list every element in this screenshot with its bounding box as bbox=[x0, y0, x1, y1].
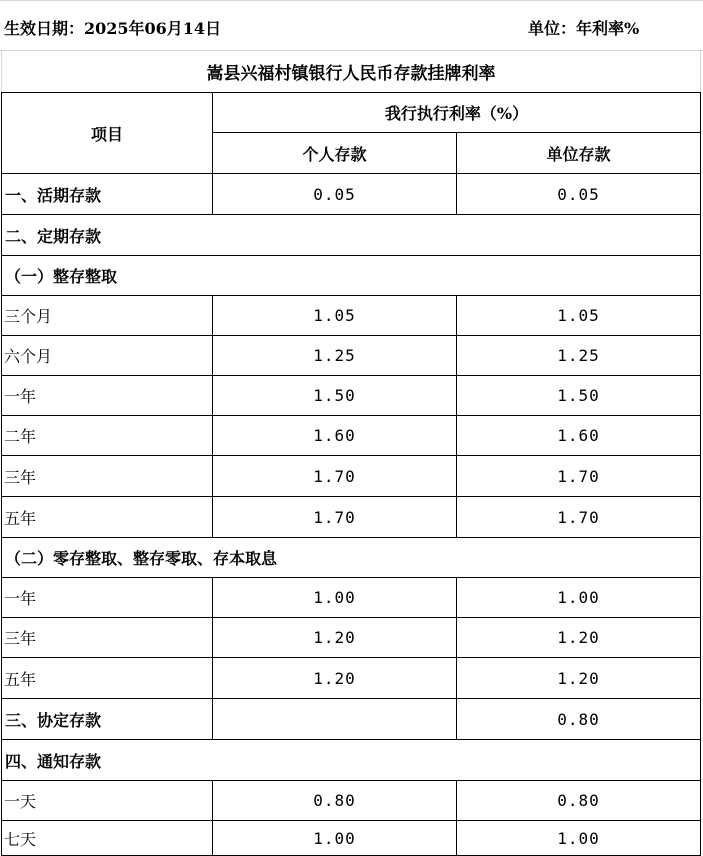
term-label: 三年 bbox=[2, 618, 213, 658]
table-row bbox=[2, 296, 701, 336]
personal-rate: 1.25 bbox=[213, 336, 457, 376]
term-label: 三年 bbox=[2, 456, 213, 497]
corporate-rate: 1.05 bbox=[457, 296, 701, 336]
rates-table bbox=[1, 92, 701, 856]
personal-rate: 1.70 bbox=[213, 497, 457, 538]
section-row bbox=[2, 215, 701, 256]
corporate-rate: 0.80 bbox=[457, 699, 701, 740]
personal-rate: 1.60 bbox=[213, 416, 457, 456]
corporate-rate: 1.70 bbox=[457, 456, 701, 497]
effective-date: 生效日期：2025年06月14日 bbox=[4, 19, 222, 38]
term-label: 五年 bbox=[2, 497, 213, 538]
corporate-rate: 1.00 bbox=[457, 578, 701, 618]
personal-rate: 1.20 bbox=[213, 618, 457, 658]
section-row bbox=[2, 256, 701, 296]
corporate-rate: 1.70 bbox=[457, 497, 701, 538]
personal-rate: 0.80 bbox=[213, 781, 457, 821]
personal-rate: 1.05 bbox=[213, 296, 457, 336]
corporate-rate: 1.60 bbox=[457, 416, 701, 456]
corporate-rate: 1.00 bbox=[457, 821, 701, 856]
rate-unit: 单位：年利率% bbox=[528, 19, 640, 38]
section-row bbox=[2, 740, 701, 781]
personal-rate: 0.05 bbox=[213, 174, 457, 215]
table-row bbox=[2, 456, 701, 497]
header-item: 项目 bbox=[2, 93, 213, 174]
term-label: 二年 bbox=[2, 416, 213, 456]
sheet-header bbox=[0, 0, 703, 51]
table-row bbox=[2, 376, 701, 416]
row-label: 一、活期存款 bbox=[2, 174, 213, 215]
personal-rate bbox=[213, 699, 457, 740]
table-row bbox=[2, 658, 701, 699]
term-label: 一年 bbox=[2, 578, 213, 618]
corporate-rate: 1.50 bbox=[457, 376, 701, 416]
personal-rate: 1.00 bbox=[213, 578, 457, 618]
section-label: 四、通知存款 bbox=[2, 740, 701, 781]
table-row bbox=[2, 497, 701, 538]
personal-rate: 1.50 bbox=[213, 376, 457, 416]
personal-rate: 1.20 bbox=[213, 658, 457, 699]
table-row bbox=[2, 618, 701, 658]
header-corporate: 单位存款 bbox=[457, 133, 701, 174]
table-row bbox=[2, 781, 701, 821]
row-label: 三、协定存款 bbox=[2, 699, 213, 740]
header-group: 我行执行利率（%） bbox=[213, 93, 701, 133]
section-label: （二）零存整取、整存零取、存本取息 bbox=[2, 538, 701, 578]
table-row bbox=[2, 336, 701, 376]
table-row bbox=[2, 578, 701, 618]
personal-rate: 1.70 bbox=[213, 456, 457, 497]
corporate-rate: 0.80 bbox=[457, 781, 701, 821]
table-row bbox=[2, 174, 701, 215]
table-row bbox=[2, 416, 701, 456]
term-label: 五年 bbox=[2, 658, 213, 699]
table-title: 嵩县兴福村镇银行人民币存款挂牌利率 bbox=[1, 51, 701, 92]
section-label: （一）整存整取 bbox=[2, 256, 701, 296]
table-row bbox=[2, 821, 701, 856]
corporate-rate: 1.20 bbox=[457, 618, 701, 658]
personal-rate: 1.00 bbox=[213, 821, 457, 856]
header-personal: 个人存款 bbox=[213, 133, 457, 174]
term-label: 一年 bbox=[2, 376, 213, 416]
section-label: 二、定期存款 bbox=[2, 215, 701, 256]
corporate-rate: 1.20 bbox=[457, 658, 701, 699]
term-label: 三个月 bbox=[2, 296, 213, 336]
term-label: 六个月 bbox=[2, 336, 213, 376]
corporate-rate: 0.05 bbox=[457, 174, 701, 215]
term-label: 七天 bbox=[2, 821, 213, 856]
section-row bbox=[2, 538, 701, 578]
corporate-rate: 1.25 bbox=[457, 336, 701, 376]
table-row bbox=[2, 699, 701, 740]
term-label: 一天 bbox=[2, 781, 213, 821]
